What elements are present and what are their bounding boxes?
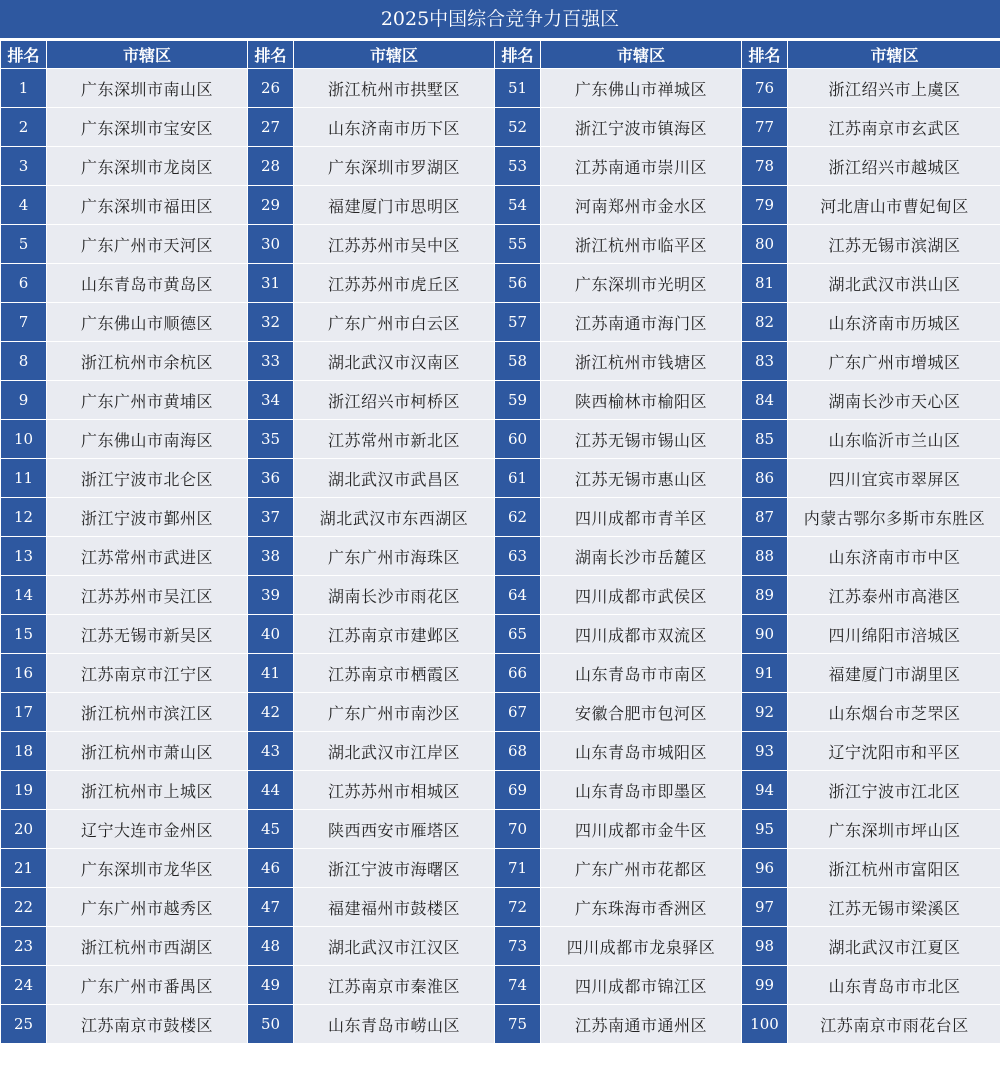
district-cell: 陕西西安市雁塔区: [294, 810, 495, 849]
rank-cell: 99: [742, 966, 788, 1005]
table-row: [1, 966, 1000, 1005]
rank-cell: 65: [495, 615, 541, 654]
rank-cell: 70: [495, 810, 541, 849]
district-cell: 浙江绍兴市柯桥区: [294, 381, 495, 420]
district-cell: 江苏南京市雨花台区: [788, 1005, 1000, 1044]
rank-cell: 69: [495, 771, 541, 810]
rank-cell: 54: [495, 186, 541, 225]
district-cell: 浙江宁波市镇海区: [541, 108, 742, 147]
district-cell: 内蒙古鄂尔多斯市东胜区: [788, 498, 1000, 537]
district-cell: 浙江宁波市海曙区: [294, 849, 495, 888]
district-cell: 浙江杭州市拱墅区: [294, 69, 495, 108]
rank-cell: 85: [742, 420, 788, 459]
rank-header: 排名: [495, 41, 541, 69]
district-cell: 江苏苏州市吴中区: [294, 225, 495, 264]
rank-cell: 34: [248, 381, 294, 420]
rank-cell: 5: [1, 225, 47, 264]
rank-cell: 52: [495, 108, 541, 147]
table-row: [1, 654, 1000, 693]
table-row: [1, 459, 1000, 498]
table-row: [1, 537, 1000, 576]
rank-cell: 39: [248, 576, 294, 615]
rank-cell: 26: [248, 69, 294, 108]
rank-cell: 18: [1, 732, 47, 771]
district-cell: 浙江杭州市西湖区: [47, 927, 248, 966]
rank-cell: 81: [742, 264, 788, 303]
table-row: [1, 381, 1000, 420]
ranking-table: [0, 40, 1000, 1044]
district-cell: 广东佛山市禅城区: [541, 69, 742, 108]
rank-cell: 33: [248, 342, 294, 381]
rank-cell: 71: [495, 849, 541, 888]
district-header: 市辖区: [294, 41, 495, 69]
district-cell: 江苏南通市海门区: [541, 303, 742, 342]
rank-cell: 49: [248, 966, 294, 1005]
district-cell: 湖北武汉市江汉区: [294, 927, 495, 966]
district-cell: 广东佛山市顺德区: [47, 303, 248, 342]
district-cell: 浙江绍兴市越城区: [788, 147, 1000, 186]
rank-cell: 31: [248, 264, 294, 303]
rank-cell: 30: [248, 225, 294, 264]
rank-cell: 46: [248, 849, 294, 888]
rank-cell: 8: [1, 342, 47, 381]
district-cell: 四川成都市双流区: [541, 615, 742, 654]
rank-cell: 93: [742, 732, 788, 771]
district-cell: 山东烟台市芝罘区: [788, 693, 1000, 732]
table-row: [1, 849, 1000, 888]
district-cell: 山东青岛市市北区: [788, 966, 1000, 1005]
district-cell: 四川成都市锦江区: [541, 966, 742, 1005]
district-cell: 江苏南京市玄武区: [788, 108, 1000, 147]
rank-cell: 77: [742, 108, 788, 147]
district-cell: 江苏无锡市梁溪区: [788, 888, 1000, 927]
district-cell: 陕西榆林市榆阳区: [541, 381, 742, 420]
rank-cell: 67: [495, 693, 541, 732]
district-cell: 湖北武汉市武昌区: [294, 459, 495, 498]
district-cell: 江苏南京市秦淮区: [294, 966, 495, 1005]
district-cell: 浙江宁波市北仑区: [47, 459, 248, 498]
district-cell: 辽宁沈阳市和平区: [788, 732, 1000, 771]
rank-cell: 32: [248, 303, 294, 342]
rank-cell: 86: [742, 459, 788, 498]
rank-cell: 17: [1, 693, 47, 732]
table-row: [1, 732, 1000, 771]
table-row: [1, 888, 1000, 927]
district-cell: 山东临沂市兰山区: [788, 420, 1000, 459]
table-row: [1, 264, 1000, 303]
rank-cell: 82: [742, 303, 788, 342]
rank-cell: 58: [495, 342, 541, 381]
rank-cell: 1: [1, 69, 47, 108]
table-row: [1, 927, 1000, 966]
rank-cell: 74: [495, 966, 541, 1005]
district-cell: 江苏南通市崇川区: [541, 147, 742, 186]
district-cell: 湖北武汉市江岸区: [294, 732, 495, 771]
table-row: [1, 186, 1000, 225]
rank-cell: 78: [742, 147, 788, 186]
rank-cell: 80: [742, 225, 788, 264]
rank-cell: 89: [742, 576, 788, 615]
rank-cell: 87: [742, 498, 788, 537]
rank-cell: 38: [248, 537, 294, 576]
district-cell: 浙江宁波市鄞州区: [47, 498, 248, 537]
rank-cell: 22: [1, 888, 47, 927]
rank-cell: 68: [495, 732, 541, 771]
district-cell: 江苏苏州市吴江区: [47, 576, 248, 615]
rank-cell: 37: [248, 498, 294, 537]
rank-cell: 24: [1, 966, 47, 1005]
rank-cell: 20: [1, 810, 47, 849]
district-cell: 湖北武汉市江夏区: [788, 927, 1000, 966]
rank-cell: 13: [1, 537, 47, 576]
rank-cell: 12: [1, 498, 47, 537]
rank-cell: 64: [495, 576, 541, 615]
table-row: [1, 108, 1000, 147]
district-cell: 广东广州市南沙区: [294, 693, 495, 732]
table-row: [1, 576, 1000, 615]
district-cell: 广东广州市白云区: [294, 303, 495, 342]
rank-cell: 75: [495, 1005, 541, 1044]
rank-cell: 36: [248, 459, 294, 498]
district-cell: 江苏无锡市惠山区: [541, 459, 742, 498]
rank-cell: 55: [495, 225, 541, 264]
district-cell: 四川成都市龙泉驿区: [541, 927, 742, 966]
table-row: [1, 498, 1000, 537]
district-cell: 江苏苏州市虎丘区: [294, 264, 495, 303]
district-cell: 江苏无锡市锡山区: [541, 420, 742, 459]
table-title: 2025中国综合竞争力百强区: [0, 0, 1000, 40]
rank-cell: 35: [248, 420, 294, 459]
rank-cell: 53: [495, 147, 541, 186]
district-cell: 浙江宁波市江北区: [788, 771, 1000, 810]
district-header: 市辖区: [788, 41, 1000, 69]
rank-cell: 56: [495, 264, 541, 303]
district-cell: 湖北武汉市洪山区: [788, 264, 1000, 303]
district-cell: 广东深圳市坪山区: [788, 810, 1000, 849]
district-cell: 江苏无锡市新吴区: [47, 615, 248, 654]
district-cell: 江苏南京市鼓楼区: [47, 1005, 248, 1044]
table-row: [1, 693, 1000, 732]
rank-cell: 60: [495, 420, 541, 459]
header-row: [1, 41, 1000, 69]
rank-cell: 90: [742, 615, 788, 654]
district-cell: 湖南长沙市岳麓区: [541, 537, 742, 576]
district-cell: 江苏南京市栖霞区: [294, 654, 495, 693]
district-header: 市辖区: [47, 41, 248, 69]
rank-cell: 48: [248, 927, 294, 966]
rank-cell: 23: [1, 927, 47, 966]
rank-cell: 11: [1, 459, 47, 498]
rank-cell: 59: [495, 381, 541, 420]
district-cell: 湖南长沙市天心区: [788, 381, 1000, 420]
district-cell: 广东佛山市南海区: [47, 420, 248, 459]
district-cell: 福建厦门市湖里区: [788, 654, 1000, 693]
rank-cell: 79: [742, 186, 788, 225]
district-cell: 广东深圳市南山区: [47, 69, 248, 108]
rank-cell: 44: [248, 771, 294, 810]
rank-cell: 28: [248, 147, 294, 186]
rank-header: 排名: [248, 41, 294, 69]
rank-cell: 40: [248, 615, 294, 654]
rank-cell: 76: [742, 69, 788, 108]
table-row: [1, 303, 1000, 342]
rank-cell: 84: [742, 381, 788, 420]
rank-header: 排名: [1, 41, 47, 69]
district-cell: 四川成都市青羊区: [541, 498, 742, 537]
district-cell: 广东广州市增城区: [788, 342, 1000, 381]
district-cell: 浙江杭州市临平区: [541, 225, 742, 264]
rank-cell: 45: [248, 810, 294, 849]
district-cell: 山东青岛市黄岛区: [47, 264, 248, 303]
rank-cell: 3: [1, 147, 47, 186]
rank-cell: 25: [1, 1005, 47, 1044]
district-cell: 江苏常州市新北区: [294, 420, 495, 459]
rank-cell: 7: [1, 303, 47, 342]
district-cell: 山东济南市历城区: [788, 303, 1000, 342]
rank-cell: 43: [248, 732, 294, 771]
district-cell: 福建福州市鼓楼区: [294, 888, 495, 927]
table-row: [1, 1005, 1000, 1044]
district-cell: 四川成都市金牛区: [541, 810, 742, 849]
rank-cell: 72: [495, 888, 541, 927]
district-cell: 江苏南通市通州区: [541, 1005, 742, 1044]
district-cell: 江苏南京市江宁区: [47, 654, 248, 693]
rank-cell: 27: [248, 108, 294, 147]
rank-cell: 92: [742, 693, 788, 732]
district-cell: 广东深圳市龙华区: [47, 849, 248, 888]
district-cell: 浙江杭州市上城区: [47, 771, 248, 810]
district-cell: 四川宜宾市翠屏区: [788, 459, 1000, 498]
district-cell: 广东深圳市光明区: [541, 264, 742, 303]
rank-cell: 2: [1, 108, 47, 147]
rank-cell: 73: [495, 927, 541, 966]
table-row: [1, 225, 1000, 264]
rank-cell: 21: [1, 849, 47, 888]
district-cell: 广东珠海市香洲区: [541, 888, 742, 927]
rank-cell: 6: [1, 264, 47, 303]
district-cell: 江苏泰州市高港区: [788, 576, 1000, 615]
table-row: [1, 420, 1000, 459]
rank-cell: 9: [1, 381, 47, 420]
district-cell: 广东广州市黄埔区: [47, 381, 248, 420]
district-cell: 山东青岛市崂山区: [294, 1005, 495, 1044]
rank-cell: 62: [495, 498, 541, 537]
rank-cell: 51: [495, 69, 541, 108]
rank-cell: 95: [742, 810, 788, 849]
district-cell: 辽宁大连市金州区: [47, 810, 248, 849]
rank-cell: 15: [1, 615, 47, 654]
district-cell: 浙江杭州市钱塘区: [541, 342, 742, 381]
rank-cell: 61: [495, 459, 541, 498]
district-cell: 广东深圳市罗湖区: [294, 147, 495, 186]
district-cell: 河南郑州市金水区: [541, 186, 742, 225]
district-cell: 山东济南市历下区: [294, 108, 495, 147]
table-row: [1, 342, 1000, 381]
district-cell: 山东青岛市城阳区: [541, 732, 742, 771]
rank-cell: 66: [495, 654, 541, 693]
rank-cell: 41: [248, 654, 294, 693]
rank-cell: 50: [248, 1005, 294, 1044]
rank-cell: 4: [1, 186, 47, 225]
district-cell: 江苏常州市武进区: [47, 537, 248, 576]
district-cell: 浙江杭州市余杭区: [47, 342, 248, 381]
district-cell: 浙江杭州市滨江区: [47, 693, 248, 732]
ranking-body: [1, 69, 1000, 1044]
district-cell: 山东青岛市市南区: [541, 654, 742, 693]
district-cell: 广东广州市番禺区: [47, 966, 248, 1005]
district-cell: 四川成都市武侯区: [541, 576, 742, 615]
rank-cell: 97: [742, 888, 788, 927]
rank-cell: 88: [742, 537, 788, 576]
rank-cell: 96: [742, 849, 788, 888]
rank-cell: 14: [1, 576, 47, 615]
district-cell: 湖南长沙市雨花区: [294, 576, 495, 615]
rank-cell: 83: [742, 342, 788, 381]
rank-cell: 63: [495, 537, 541, 576]
rank-cell: 57: [495, 303, 541, 342]
district-cell: 湖北武汉市东西湖区: [294, 498, 495, 537]
district-cell: 河北唐山市曹妃甸区: [788, 186, 1000, 225]
rank-cell: 94: [742, 771, 788, 810]
table-row: [1, 147, 1000, 186]
table-row: [1, 771, 1000, 810]
district-cell: 安徽合肥市包河区: [541, 693, 742, 732]
district-cell: 山东青岛市即墨区: [541, 771, 742, 810]
rank-cell: 100: [742, 1005, 788, 1044]
district-cell: 山东济南市市中区: [788, 537, 1000, 576]
district-cell: 广东广州市越秀区: [47, 888, 248, 927]
district-cell: 江苏无锡市滨湖区: [788, 225, 1000, 264]
district-cell: 广东深圳市龙岗区: [47, 147, 248, 186]
district-cell: 江苏南京市建邺区: [294, 615, 495, 654]
district-cell: 广东深圳市福田区: [47, 186, 248, 225]
rank-cell: 91: [742, 654, 788, 693]
district-cell: 江苏苏州市相城区: [294, 771, 495, 810]
district-cell: 广东广州市海珠区: [294, 537, 495, 576]
table-row: [1, 69, 1000, 108]
district-header: 市辖区: [541, 41, 742, 69]
district-cell: 浙江绍兴市上虞区: [788, 69, 1000, 108]
rank-cell: 98: [742, 927, 788, 966]
district-cell: 广东广州市天河区: [47, 225, 248, 264]
district-cell: 四川绵阳市涪城区: [788, 615, 1000, 654]
district-cell: 广东深圳市宝安区: [47, 108, 248, 147]
district-cell: 湖北武汉市汉南区: [294, 342, 495, 381]
table-row: [1, 615, 1000, 654]
district-cell: 福建厦门市思明区: [294, 186, 495, 225]
rank-cell: 29: [248, 186, 294, 225]
rank-cell: 10: [1, 420, 47, 459]
rank-cell: 47: [248, 888, 294, 927]
district-cell: 广东广州市花都区: [541, 849, 742, 888]
rank-cell: 42: [248, 693, 294, 732]
table-row: [1, 810, 1000, 849]
district-cell: 浙江杭州市富阳区: [788, 849, 1000, 888]
rank-cell: 16: [1, 654, 47, 693]
district-cell: 浙江杭州市萧山区: [47, 732, 248, 771]
rank-cell: 19: [1, 771, 47, 810]
rank-header: 排名: [742, 41, 788, 69]
